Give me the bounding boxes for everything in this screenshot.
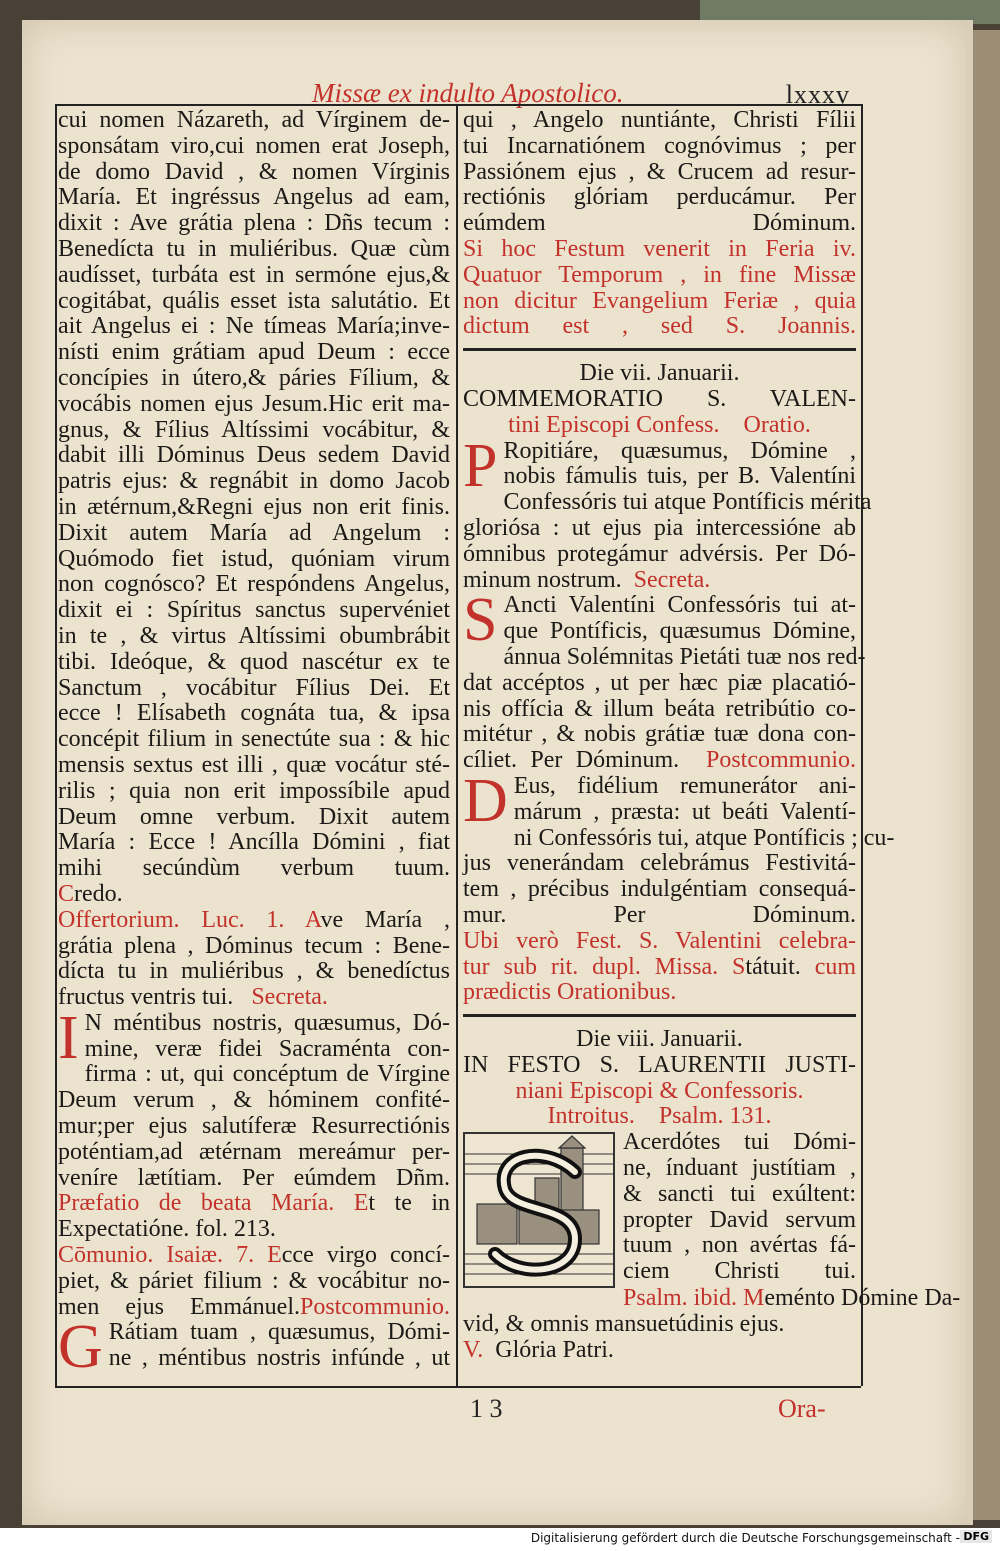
right-border: [861, 104, 863, 1386]
woodcut-initial-s-icon: [463, 1132, 615, 1288]
text-line: dixit : Ave grátia plena : Dñs tecum :: [58, 210, 450, 237]
column-divider: [456, 104, 458, 1386]
text-line: grátia plena , Dóminus tecum : Bene-: [58, 932, 450, 959]
versicle-icon: V.: [463, 1336, 484, 1363]
section-rule: [463, 348, 856, 351]
running-head: Missæ ex indulto Apostolico.: [312, 78, 624, 108]
text-line: vocábis nomen ejus Jesum.Hic erit ma-: [58, 390, 450, 417]
text-line: Acerdótes tui Dómi-: [623, 1129, 856, 1156]
text-line: María. Et ingréssus Angelus ad eam,: [58, 184, 450, 211]
rubric-valentine: [463, 929, 856, 955]
offertory-text: [58, 934, 450, 986]
text-line: de domo David , & nomen Vírginis: [58, 158, 450, 185]
text-line: qui , Angelo nuntiánte, Christi Fílii: [463, 107, 856, 133]
rubric-valentine-line3: prædictis Orationibus.: [463, 979, 677, 1006]
text-line: Dixit autem María ad Angelum :: [58, 519, 450, 546]
communion-text: [58, 1269, 450, 1295]
text-line: nísti enim grátiam apud Deum : ecce: [58, 339, 450, 366]
text-line: audísset, turbáta est in sermóne ejus,&: [58, 261, 450, 288]
text-line: mensis sextus est illi , quæ vocátur sté-: [58, 751, 450, 778]
text-line: ánnua Solémnitas Pietáti tuæ nos red-: [503, 643, 866, 670]
text-line: ómnibus protegámur advérsis. Per Dó-: [463, 540, 856, 567]
top-rule: [55, 104, 861, 106]
text-line: Eus, fidélium remunerátor ani-: [513, 772, 856, 799]
text-line: Confessóris tui atque Pontíficis mérita: [503, 489, 872, 516]
communion-heading: Cōmunio. Isaiæ. 7. Ecce virgo concí-: [58, 1242, 450, 1269]
bottom-rule: [55, 1386, 861, 1388]
text-line: Rátiam tuam , quæsumus, Dómi-: [108, 1319, 450, 1346]
feast-title-valentine: COMMEMORATIO S. VALEN-: [463, 385, 856, 412]
text-line: Ubi verò Fest. S. Valentini celebra-: [463, 927, 856, 954]
text-line: cogitábat, quális esset ista salutátio. Et: [58, 287, 450, 314]
catchword: Ora-: [778, 1394, 826, 1423]
secreta-initial: I: [58, 1003, 79, 1072]
text-line: ne , méntibus nostris infúnde , ut: [108, 1345, 450, 1372]
text-line: dícta tu in muliéribus , & benedíctus: [58, 958, 450, 985]
text-line: ne, índuant justítiam ,: [623, 1155, 856, 1182]
text-line: Quómodo fiet istud, quóniam virum: [58, 545, 450, 572]
text-line: jus venerándam celebrámus Festivitá-: [463, 850, 856, 877]
text-line: veníre lætítiam. Per eúmdem Dñm.: [58, 1164, 450, 1191]
text-line: ecce ! Elísabeth cognáta tua, & ipsa: [58, 700, 450, 727]
rubric-valentine-line2: tur sub rit. dupl. Missa. Státuit. cum: [463, 953, 857, 980]
gospel-text: [58, 108, 450, 882]
psalm-verse-2: vid, & omnis mansuetúdinis ejus.: [463, 1311, 785, 1338]
offertory-last-line: fructus ventris tui. Secreta.: [58, 984, 328, 1011]
date-jan-8: Die viii. Januarii.: [576, 1026, 743, 1053]
text-line: rectiónis glóriam perducámur. Per: [463, 184, 856, 211]
text-line: nobis fámulis tuis, per B. Valentíni: [503, 463, 856, 490]
postcommunio-block-right: [463, 766, 895, 929]
text-line: tui Incarnatiónem cognóvimus ; per: [463, 132, 856, 159]
text-line: mur;per ejus salutíferæ Resurrectiónis: [58, 1113, 450, 1140]
text-line: sponsátam viro,cui nomen erat Joseph,: [58, 132, 450, 159]
postcommunio-initial: G: [58, 1313, 103, 1382]
text-line: tem , précibus indulgéntiam consequá-: [463, 876, 856, 903]
text-line: Si hoc Festum venerit in Feria iv.: [463, 235, 856, 262]
text-line: gloriósa : ut ejus pia intercessióne ab: [463, 514, 856, 541]
introit-block: [463, 1130, 856, 1286]
credo-line: Credo.: [58, 880, 123, 907]
text-line: rilis ; quia non erit impossíbile apud: [58, 777, 450, 804]
oratio-initial: P: [463, 431, 498, 500]
dfg-logo: DFG: [960, 1530, 992, 1543]
footer-text: Digitalisierung gefördert durch die Deutsche Forschungsgemeinschaft -: [530, 1531, 960, 1545]
oratio-end: minum nostrum. Secreta.: [463, 566, 711, 593]
text-line: dixit ei : Spíritus sanctus supervéniet: [58, 597, 450, 624]
text-line: tuum , non avértas fá-: [623, 1232, 856, 1259]
secreta-block: [58, 1003, 450, 1192]
text-line: in te , & virtus Altíssimi obumbrábit: [58, 622, 450, 649]
left-border: [55, 104, 57, 1386]
postcommunio-block: [58, 1313, 450, 1382]
text-line: Ropitiáre, quæsumus, Dómine ,: [503, 437, 856, 464]
text-line: in ætérnum,&Regni ejus non erit finis.: [58, 493, 450, 520]
text-line: & sancti tui exúltent:: [623, 1180, 856, 1207]
psalm-verse: Psalm. ibid. Meménto Dómine Da-: [623, 1285, 961, 1312]
text-line: mitétur , & nobis grátiæ tuæ dona con-: [463, 721, 856, 748]
text-line: concépit filium in senectúte sua : & hic: [58, 726, 450, 753]
text-line: Deum omne verbum. Dixit autem: [58, 803, 450, 830]
date-jan-7: Die vii. Januarii.: [579, 360, 740, 387]
secreta-end: cíliet. Per Dóminum. Postcommunio.: [463, 747, 856, 774]
secreta-initial-right: S: [463, 586, 498, 655]
text-line: María : Ecce ! Ancílla Dómini , fiat: [58, 829, 450, 856]
text-line: non cognósco? Et respóndens Angelus,: [58, 571, 450, 598]
text-line: mihi secúndùm verbum tuum.: [58, 855, 450, 882]
text-line: cui nomen Názareth, ad Vírginem de-: [58, 107, 450, 133]
rubric-ember-days: [463, 237, 856, 340]
text-line: patris ejus: & regnábit in domo Jacob: [58, 468, 450, 495]
text-line: Benedícta tu in muliéribus. Quæ cùm: [58, 235, 450, 262]
folio-number: lxxxv: [785, 80, 850, 109]
text-line: nis offícia & illum beáta retribútio co-: [463, 695, 856, 722]
preface-line: Præfatio de beata María. Et te in: [58, 1190, 450, 1217]
oratio-block: [463, 431, 872, 568]
text-line: piet, & páriet filium : & vocábitur no-: [58, 1267, 450, 1294]
text-line: propter David servum: [623, 1206, 856, 1233]
text-line: eúmdem Dóminum.: [463, 210, 856, 237]
text-line: Passiónem ejus , & Crucem ad resur-: [463, 158, 856, 185]
text-line: ciem Christi tui.: [623, 1258, 856, 1285]
text-line: dat accéptos , ut per hæc piæ placatió-: [463, 669, 856, 696]
communion-last-line: men ejus Emmánuel.Postcommunio.: [58, 1293, 450, 1320]
text-line: poténtiam,ad ætérnam mereámur per-: [58, 1138, 450, 1165]
feast-title-laurence: IN FESTO S. LAURENTII JUSTI-: [463, 1051, 856, 1078]
feast-subtitle-laurence: niani Episcopi & Confessoris.: [515, 1077, 804, 1104]
text-line: márum , præsta: ut beáti Valentí-: [513, 798, 856, 825]
secreta-block-right: [463, 586, 866, 748]
text-line: mur. Per Dóminum.: [463, 901, 856, 928]
text-line: non dicitur Evangelium Feriæ , quia: [463, 287, 856, 314]
section-rule-2: [463, 1014, 856, 1017]
text-line: Sanctum , vocábitur Fílius Dei. Et: [58, 674, 450, 701]
text-line: Deum verum , & hóminem confité-: [58, 1087, 450, 1114]
text-line: firma : ut, qui concéptum de Vírgine: [84, 1061, 450, 1088]
introit-heading: Introitus. Psalm. 131.: [547, 1103, 772, 1130]
text-line: dabit illi Dóminus Deus sedem David: [58, 442, 450, 469]
postcommunio-initial-right: D: [463, 766, 508, 835]
footer-bar: [0, 1528, 1000, 1551]
text-line: concípies in útero,& páries Fílium, &: [58, 364, 450, 391]
text-line: tibi. Ideóque, & quod nascétur ex te: [58, 648, 450, 675]
right-column: [463, 107, 961, 1364]
text-line: mine, veræ fidei Sacraménta con-: [84, 1035, 450, 1062]
preface-reference: Expectatióne. fol. 213.: [58, 1216, 276, 1243]
text-line: Quatuor Temporum , in fine Missæ: [463, 261, 856, 288]
text-line: ait Angelus ei : Ne tímeas María;inve-: [58, 313, 450, 340]
gloria-line: V. Glória Patri.: [463, 1336, 614, 1363]
text-line: dictum est , sed S. Joannis.: [463, 313, 856, 340]
offertory-heading: Offertorium. Luc. 1. Ave María ,: [58, 906, 450, 933]
left-column: [58, 107, 450, 1382]
text-line: gnus, & Fílius Altíssimi vocábitur, &: [58, 416, 450, 443]
collect-ending: [463, 108, 856, 237]
text-line: ni Confessóris tui, atque Pontíficis ; cu-: [513, 824, 895, 851]
signature-mark: 1 3: [470, 1394, 503, 1423]
text-line: que Pontíficis, quæsumus Dómine,: [503, 618, 856, 645]
text-line: Ancti Valentíni Confessóris tui at-: [503, 592, 856, 619]
feast-subtitle-valentine: tini Episcopi Confess. Oratio.: [508, 411, 811, 438]
text-line: N méntibus nostris, quæsumus, Dó-: [84, 1009, 450, 1036]
